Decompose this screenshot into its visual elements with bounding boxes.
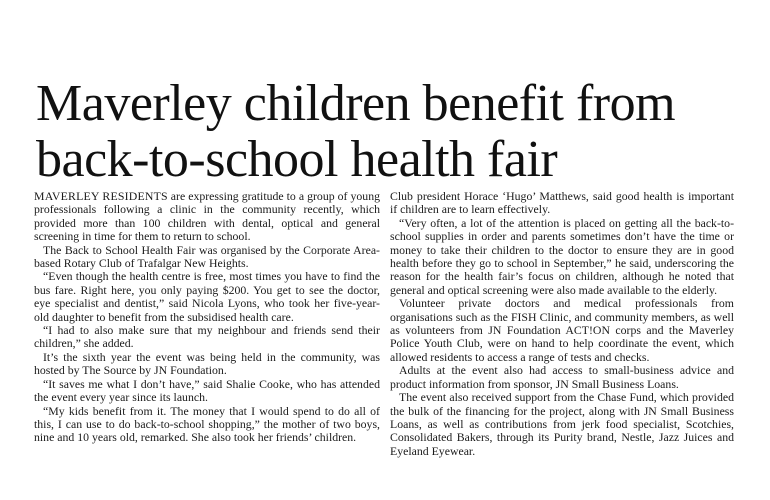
- paragraph: It’s the sixth year the event was being held in the community, was hosted by The Source by JN Foundation.: [34, 349, 380, 378]
- paragraph: Volunteer private doctors and medical professionals from organisations such as the FISH Clinic, and community members, as well as volunteers from JN Foundation ACT!ON corps and the Maverley Police Youth Club, were on hand to help coordinate the event, which allowed residents to access a range of tests and checks.: [390, 296, 734, 364]
- headline-line-1: Maverley children benefit from: [36, 75, 676, 132]
- paragraph: The event also received support from the Chase Fund, which provided the bulk of the financing for the project, along with JN Small Business Loans, as well as contributions from jerk food specialist, Scotchies, Consolidated Bakers, through its Purity brand, Nestle, Jazz Juices and Eyeland Eyewear.: [390, 390, 734, 458]
- paragraph: “My kids benefit from it. The money that I would spend to do all of this, I can use to do back-to-school shopping,” the mother of two boys, nine and 10 years old, remarked. She also took her friends’ children.: [34, 403, 380, 445]
- paragraph: “Very often, a lot of the attention is placed on getting all the back-to-school supplies in order and parents sometimes don’t have the time or money to take their children to the doctor to ensure they are in good health before they go to school in September,” he said, underscoring the reason for the health fair’s focus on children, although he noted that general and optical screening were also made available to the elderly.: [390, 215, 734, 297]
- paragraph-text: are expressing gratitude to a group of young professionals following a clinic in the community recently, which provided more than 100 children with dental, optical and general screening in time for them to return to school.: [34, 189, 380, 244]
- article-headline: [36, 76, 736, 188]
- headline-line-2: back-to-school health fair: [36, 131, 558, 188]
- article-column-right: [390, 190, 734, 458]
- paragraph: [34, 190, 380, 244]
- paragraph: “Even though the health centre is free, most times you have to find the bus fare. Right here, you only paying $200. You get to see the doctor, eye specialist and dentist,” said Nicola Lyons, who took her five-year-old daughter to benefit from the subsidised health care.: [34, 269, 380, 324]
- paragraph: “I had to also make sure that my neighbour and friends send their children,” she added.: [34, 323, 380, 351]
- paragraph: The Back to School Health Fair was organised by the Corporate Area-based Rotary Club of Trafalgar New Heights.: [34, 242, 380, 271]
- paragraph: “It saves me what I don’t have,” said Shalie Cooke, who has attended the event every year since its launch.: [34, 376, 380, 405]
- paragraph: Adults at the event also had access to small-business advice and product information from sponsor, JN Small Business Loans.: [390, 363, 734, 391]
- article-column-left: [34, 190, 380, 445]
- lead-caps: MAVERLEY RESIDENTS: [34, 189, 168, 203]
- paragraph: Club president Horace ‘Hugo’ Matthews, said good health is important if children are to learn effectively.: [390, 189, 734, 217]
